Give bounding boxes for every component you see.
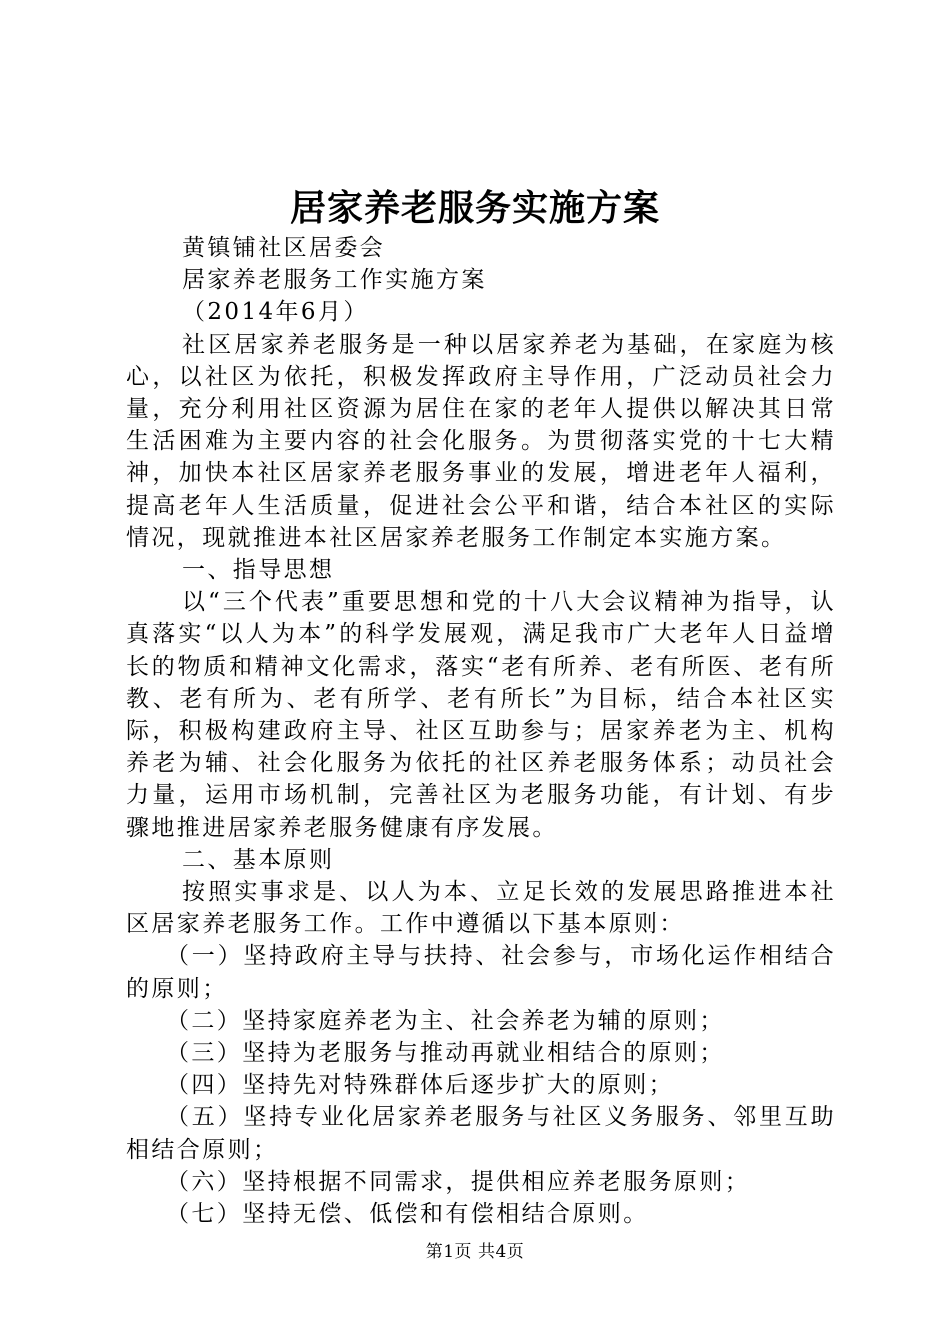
body-paragraph: 以“三个代表”重要思想和党的十八大会议精神为指导，认真落实“以人为本”的科学发展观，满足我市广大老年人日益增长的物质和精神文化需求，落实“老有所养、老有所医、老有所教、老有所为、老有所学、老有所长”为目标，结合本社区实际，积极构建政府主导、社区互助参与；居家养老为主、机构养老为辅、社会化服务为依托的社区养老服务体系；动员社会力量，运用市场机制，完善社区为老服务功能，有计划、有步骤地推进居家养老服务健康有序发展。 bbox=[126, 589, 836, 841]
body-paragraph: （六）坚持根据不同需求，提供相应养老服务原则； bbox=[166, 1168, 751, 1195]
body-paragraph: （七）坚持无偿、低偿和有偿相结合原则。 bbox=[166, 1201, 649, 1228]
body-paragraph: 黄镇铺社区居委会 bbox=[182, 235, 386, 261]
body-paragraph: 一、指导思想 bbox=[182, 557, 335, 584]
body-paragraph: （五）坚持专业化居家养老服务与社区义务服务、邻里互助相结合原则； bbox=[126, 1104, 836, 1163]
page-footer: 第1页 共4页 bbox=[425, 1242, 525, 1262]
body-paragraph: 按照实事求是、以人为本、立足长效的发展思路推进本社区居家养老服务工作。工作中遵循以下基本原则： bbox=[126, 879, 836, 938]
body-paragraph: （2014年6月） bbox=[182, 299, 369, 326]
body-paragraph: 社区居家养老服务是一种以居家养老为基础，在家庭为核心，以社区为依托，积极发挥政府主导作用，广泛动员社会力量，充分利用社区资源为居住在家的老年人提供以解决其日常生活困难为主要内容的社会化服务。为贯彻落实党的十七大精神，加快本社区居家养老服务事业的发展，增进老年人福利，提高老年人生活质量，促进社会公平和谐，结合本社区的实际情况，现就推进本社区居家养老服务工作制定本实施方案。 bbox=[126, 331, 836, 551]
body-paragraph: 二、基本原则 bbox=[182, 846, 335, 873]
body-paragraph: 居家养老服务工作实施方案 bbox=[182, 267, 487, 294]
body-paragraph: （一）坚持政府主导与扶持、社会参与，市场化运作相结合的原则； bbox=[126, 943, 836, 1002]
document-body bbox=[126, 232, 836, 1230]
body-paragraph: （四）坚持先对特殊群体后逐步扩大的原则； bbox=[166, 1072, 674, 1099]
document-title: 居家养老服务实施方案 bbox=[289, 187, 660, 229]
body-paragraph: （二）坚持家庭养老为主、社会养老为辅的原则； bbox=[166, 1007, 725, 1034]
body-paragraph: （三）坚持为老服务与推动再就业相结合的原则； bbox=[166, 1040, 725, 1067]
